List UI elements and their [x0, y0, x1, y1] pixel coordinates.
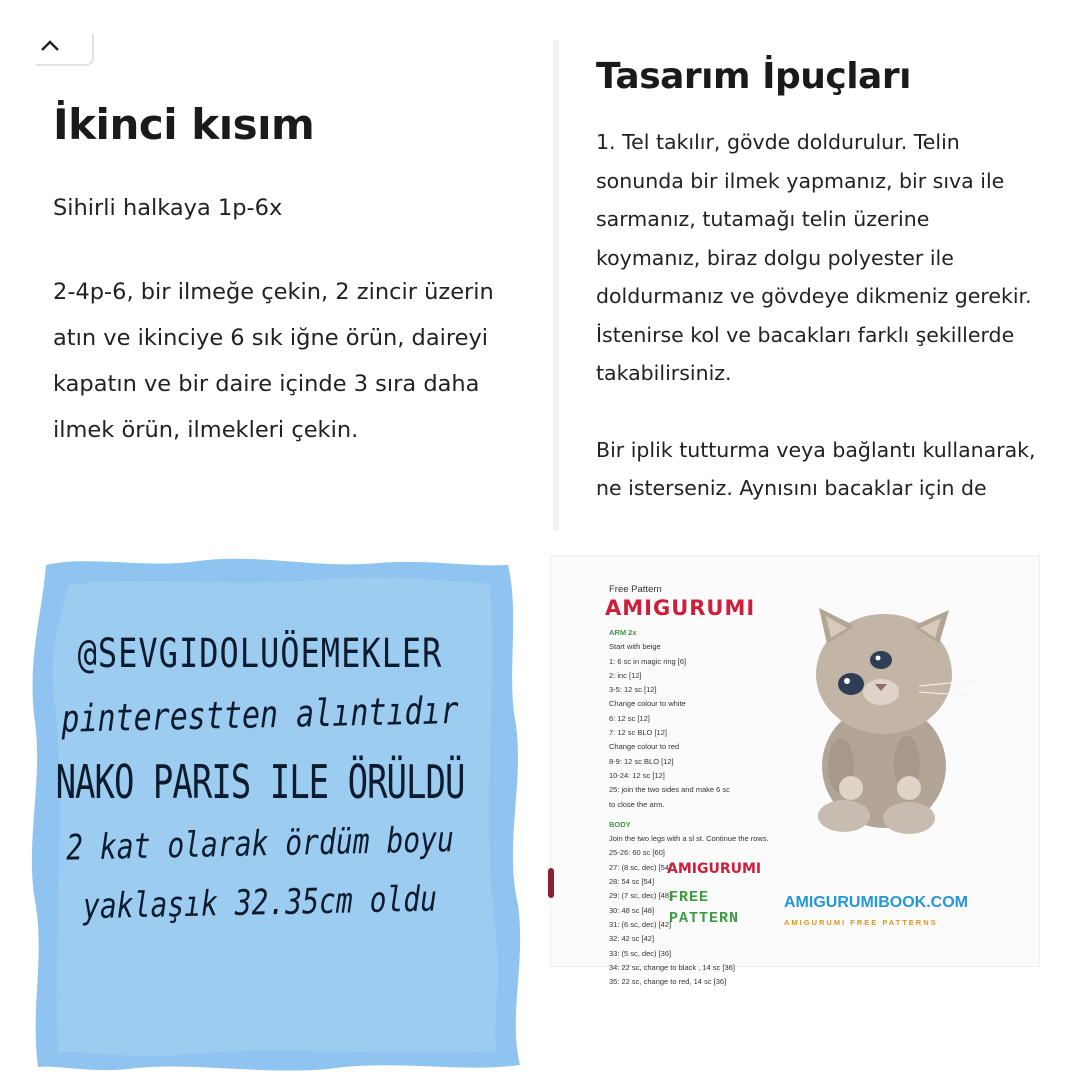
amigurumi-title: AMIGURUMI [605, 596, 756, 620]
text-line: İstenirse kol ve bacakları farklı şekillerde [596, 322, 1015, 347]
website-label: AMIGURUMIBOOK.COM [784, 894, 968, 911]
text-line: sarmanız, tutamağı telin üzerine [596, 207, 930, 231]
collapse-tab[interactable] [36, 34, 94, 66]
text-fade [560, 520, 1080, 550]
text-line: doldurmanız ve gövdeye dikmeniz gerekir. [596, 284, 1032, 308]
chevron-up-icon [40, 38, 62, 54]
text-line: 1. Tel takılır, gövde doldurulur. Telin [596, 130, 960, 154]
paragraph-tips [596, 123, 1056, 393]
amigurumi-cat-image [789, 596, 989, 836]
text-line: kapatın ve bir daire içinde 3 sıra daha [53, 371, 480, 397]
column-divider [553, 40, 559, 530]
paragraph-magic-ring: Sihirli halkaya 1p-6x [53, 195, 283, 221]
text-line: ilmek örün, ilmekleri çekin. [53, 417, 359, 443]
pattern-line: 25: join the two sides and make 6 sc [609, 785, 730, 795]
section-heading-design-tips: Tasarım İpuçları [596, 56, 911, 97]
image-edge-artifact [548, 868, 554, 898]
pattern-line: 7: 12 sc BLO [12] [609, 728, 667, 738]
watermark-source: pinterestten alıntıdır [61, 689, 459, 742]
text-line: takabilirsiniz. [596, 361, 732, 385]
pattern-line: 10-24: 12 sc [12] [609, 770, 665, 780]
pattern-line: 31: (6 sc, dec) [42] [609, 919, 672, 929]
arm-heading: ARM 2x [609, 628, 637, 637]
section-heading-ikinci-kisim: İkinci kısım [53, 100, 315, 149]
watermark-yarn: NAKO PARIS ILE ÖRÜLDÜ [55, 756, 465, 810]
watermark-note-1: 2 kat olarak ördüm boyu [65, 818, 455, 869]
pattern-line: 6: 12 sc [12] [609, 713, 650, 723]
text-line: Bir iplik tutturma veya bağlantı kullanarak, [596, 437, 1036, 462]
watermark-text [40, 620, 480, 927]
logo-free-text: FREE [669, 889, 710, 906]
pattern-line: 29: (7 sc, dec) [48] [609, 891, 672, 901]
text-line: 2-4p-6, bir ilmeğe çekin, 2 zincir üzerin [53, 279, 494, 305]
pattern-line: to close the arm. [609, 799, 665, 809]
pattern-line: 3-5: 12 sc [12] [609, 685, 657, 695]
text-line: koymanız, biraz dolgu polyester ile [596, 245, 954, 270]
pattern-line: Change colour to red [609, 742, 680, 752]
left-article-column [53, 100, 543, 453]
right-article-column [596, 56, 1056, 508]
pattern-line: Start with beige [609, 642, 661, 652]
pattern-line: 27: (8 sc, dec) [54] [609, 862, 672, 872]
logo-free-pattern [669, 887, 739, 929]
text-line: sonunda bir ilmek yapmanız, bir sıva ile [596, 168, 1005, 193]
pattern-line: 25-26: 60 sc [60] [609, 848, 665, 858]
text-line: atın ve ikinciye 6 sık iğne örün, daireyi [53, 325, 489, 351]
pattern-line: 34: 22 sc, change to black , 14 sc [36] [609, 962, 735, 972]
logo-pattern-text: PATTERN [669, 910, 740, 927]
pattern-line: 30: 48 sc [48] [609, 905, 655, 915]
paragraph-instructions [53, 269, 543, 453]
pattern-line: 8-9: 12 sc BLO [12] [609, 756, 674, 766]
text-line: ne isterseniz. Aynısını bacaklar için de [596, 476, 987, 500]
pattern-line: 33: (5 sc, dec) [36] [609, 948, 672, 958]
body-heading: BODY [609, 819, 631, 829]
free-pattern-label: Free Pattern [609, 584, 662, 595]
pattern-line: 35: 22 sc, change to red, 14 sc [36] [609, 977, 727, 987]
pattern-line: 28: 54 sc [54] [609, 877, 655, 887]
pattern-image-card [550, 555, 1040, 987]
pattern-line: 32: 42 sc [42] [609, 934, 655, 944]
pattern-line: 2: inc [12] [609, 670, 642, 680]
pattern-line: 1: 6 sc in magic ring [6] [609, 656, 687, 666]
pattern-instructions [609, 626, 799, 989]
paragraph-tips-continued [596, 431, 1056, 508]
pattern-line: Join the two legs with a sl st. Continue the rows. [609, 834, 769, 844]
watermark-handle: @SEVGIDOLUÖEMEKLER [77, 629, 443, 677]
logo-amigurumi: AMIGURUMI [667, 861, 762, 877]
watermark-note-2: yaklaşık 32.35cm oldu [82, 878, 438, 927]
pattern-line: Change colour to white [609, 699, 686, 709]
website-subtitle: AMIGURUMI FREE PATTERNS [784, 918, 938, 927]
